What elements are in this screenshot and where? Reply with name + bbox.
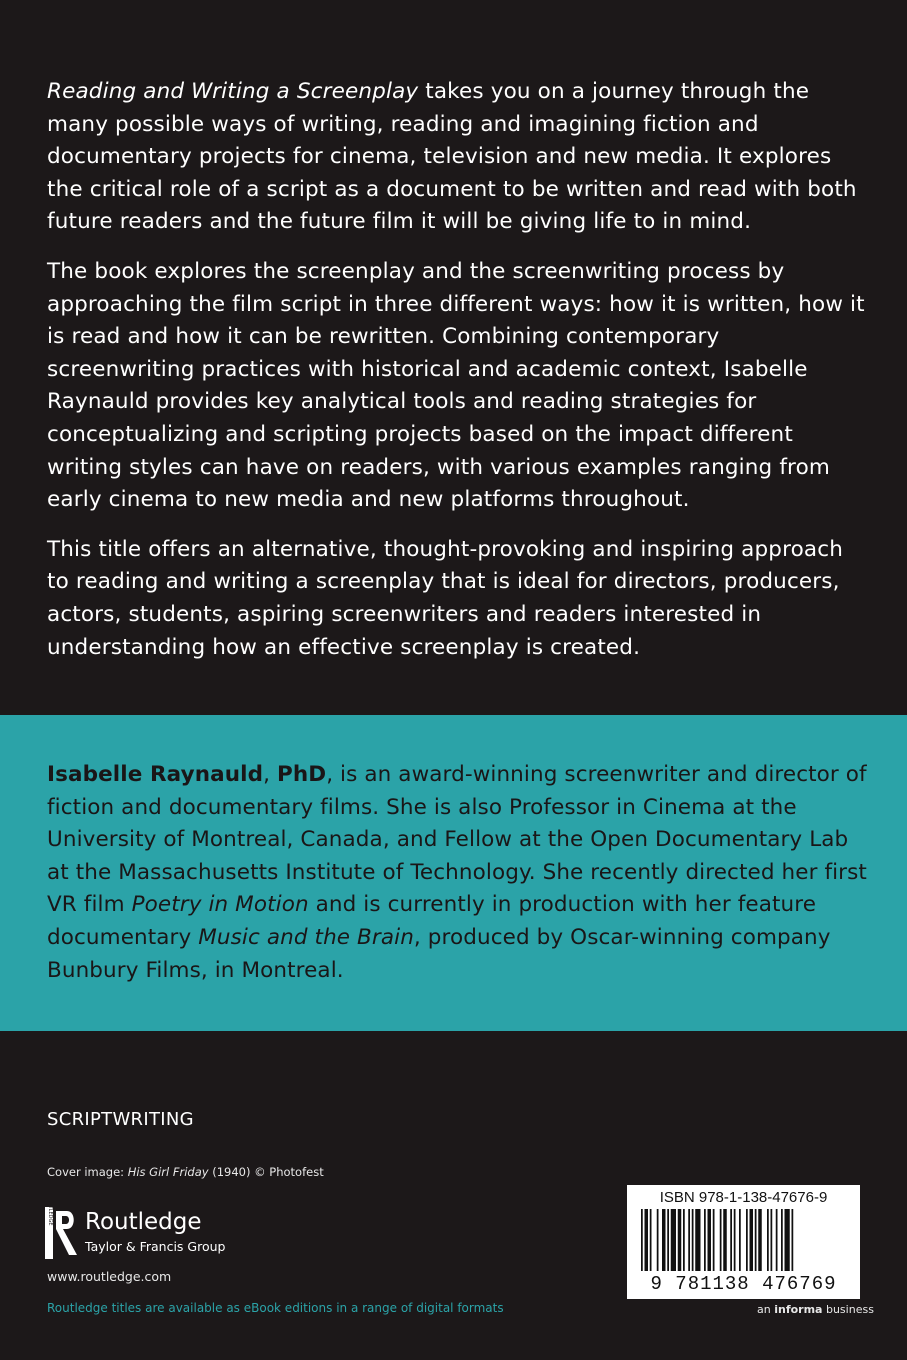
barcode-bar bbox=[688, 1209, 690, 1271]
routledge-r-icon bbox=[45, 1207, 79, 1259]
publisher-website[interactable]: www.routledge.com bbox=[47, 1269, 172, 1284]
barcode-bar bbox=[662, 1209, 666, 1271]
ebook-note: Routledge titles are available as eBook editions in a range of digital formats bbox=[47, 1301, 504, 1315]
publisher-name: Routledge bbox=[85, 1209, 202, 1235]
routledge-vertical-text: ROUTLEDGE bbox=[47, 1207, 53, 1226]
film-title-2: Music and the Brain bbox=[198, 924, 414, 950]
book-title: Reading and Writing a Screenplay bbox=[47, 79, 419, 104]
barcode-bar bbox=[671, 1209, 676, 1271]
isbn-label: ISBN 978-1-138-47676-9 bbox=[659, 1189, 828, 1206]
barcode-bar bbox=[739, 1209, 741, 1271]
barcode-digits: 9 781138 476769 bbox=[650, 1273, 837, 1295]
barcode-bar bbox=[750, 1209, 754, 1271]
author-bio: Isabelle Raynauld, PhD, is an award-winning screenwriter and director of fiction and documentary films. She is also Professor in Cinema at the University of Montreal, Canada, and Fellow at the Open Documentary Lab at the Massachusetts Institute of Technology. She recently directed her first VR film Poetry in Motion and is currently in production with her feature documentary Music and the Brain, produced by Oscar-winning company Bunbury Films, in Montreal. bbox=[47, 762, 867, 983]
subject-category: SCRIPTWRITING bbox=[47, 1109, 194, 1130]
film-title-1: Poetry in Motion bbox=[131, 892, 309, 918]
barcode-bar bbox=[667, 1209, 669, 1271]
barcode-bar bbox=[650, 1209, 652, 1271]
barcode-box bbox=[627, 1185, 860, 1299]
barcode-bar bbox=[734, 1209, 736, 1271]
barcode-bar bbox=[746, 1209, 748, 1271]
barcode-bar bbox=[683, 1209, 685, 1271]
barcode-bar bbox=[730, 1209, 732, 1271]
author-degree: PhD bbox=[276, 762, 327, 787]
author-name: Isabelle Raynauld bbox=[47, 762, 264, 787]
barcode-bar bbox=[695, 1209, 700, 1271]
barcode-bar bbox=[645, 1209, 649, 1271]
barcode-bar bbox=[767, 1209, 769, 1271]
barcode-bar bbox=[678, 1209, 682, 1271]
barcode-bar bbox=[758, 1209, 762, 1271]
cover-credit: Cover image: His Girl Friday (1940) © Photofest bbox=[47, 1165, 324, 1179]
barcode-bar bbox=[723, 1209, 727, 1271]
barcode-bar bbox=[641, 1209, 643, 1271]
blurb-paragraph-1: Reading and Writing a Screenplay takes you on a journey through the many possible ways of writing, reading and imagining fiction and documentary projects for cinema, television and new media. It explores the critical role of a script as a document to be written and read with both future readers and the future film it will be giving life to in mind. bbox=[47, 79, 857, 235]
barcode-bar bbox=[713, 1209, 715, 1271]
routledge-logo bbox=[45, 1207, 245, 1259]
blurb-paragraph-3: This title offers an alternative, thought-provoking and inspiring approach to reading and writing a screenplay that is ideal for directors, producers, actors, students, aspiring screenwriters and readers interested in understanding how an effective screenplay is created. bbox=[47, 536, 843, 660]
barcode-bar bbox=[776, 1209, 778, 1271]
barcode-bar bbox=[771, 1209, 773, 1271]
barcode-bar bbox=[720, 1209, 722, 1271]
author-bio-band bbox=[0, 715, 907, 1031]
barcode-bar bbox=[657, 1209, 659, 1271]
informa-tagline: an informa business bbox=[757, 1303, 874, 1316]
barcode-bar bbox=[708, 1209, 712, 1271]
barcode-bar bbox=[781, 1209, 783, 1271]
publisher-group: Taylor & Francis Group bbox=[85, 1239, 226, 1254]
barcode-bar bbox=[704, 1209, 706, 1271]
blurb-paragraph-2: The book explores the screenplay and the screenwriting process by approaching the film script in three different ways: how it is written, how it is read and how it can be rewritten. Combining contemporary screenwriting practices with historical and academic context, Isabelle Raynauld provides key analytical tools and reading strategies for conceptualizing and scripting projects based on the impact different writing styles can have on readers, with various examples ranging from early cinema to new media and new platforms throughout. bbox=[47, 258, 865, 513]
barcode-bar bbox=[692, 1209, 694, 1271]
barcode-bar bbox=[785, 1209, 790, 1271]
blurb bbox=[47, 76, 867, 681]
barcode-bar bbox=[755, 1209, 757, 1271]
barcode-bar bbox=[792, 1209, 794, 1271]
